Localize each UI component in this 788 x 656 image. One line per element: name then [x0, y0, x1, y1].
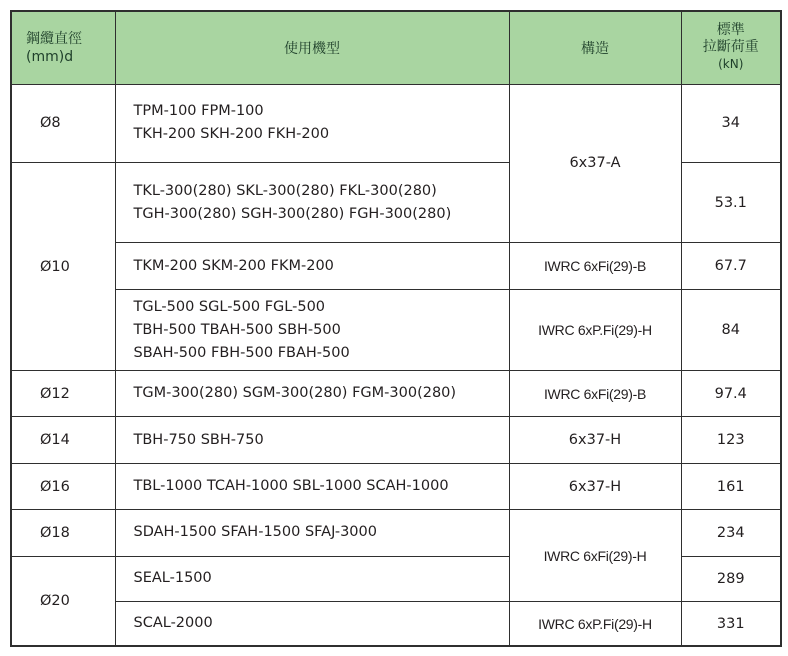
- diameter-cell: Ø8: [11, 84, 115, 163]
- load-cell: 34: [681, 84, 781, 163]
- table-row: [11, 463, 781, 509]
- construction-cell: 6x37-H: [509, 463, 681, 509]
- construction-cell: IWRC 6xFi(29)-H: [509, 510, 681, 602]
- diameter-cell: Ø18: [11, 510, 115, 556]
- models-cell: [115, 602, 509, 646]
- header-load-unit: (kN): [718, 57, 744, 72]
- models-cell: [115, 463, 509, 509]
- model-line: TKM-200 SKM-200 FKM-200: [133, 257, 334, 274]
- wire-rope-spec-table: [10, 10, 782, 647]
- models-cell: [115, 84, 509, 163]
- header-row: [11, 11, 781, 84]
- models-cell: [115, 556, 509, 601]
- construction-cell: 6x37-H: [509, 417, 681, 463]
- model-line: TKL-300(280) SKL-300(280) FKL-300(280): [133, 182, 437, 199]
- load-cell: 67.7: [681, 242, 781, 289]
- table-row: [11, 510, 781, 556]
- model-line: SEAL-1500: [133, 570, 212, 587]
- model-line: TPM-100 FPM-100: [133, 103, 264, 120]
- header-construction: 構造: [509, 11, 681, 84]
- diameter-cell: Ø20: [11, 556, 115, 646]
- load-cell: 161: [681, 463, 781, 509]
- diameter-cell: Ø16: [11, 463, 115, 509]
- table-row: [11, 242, 781, 289]
- models-cell: [115, 417, 509, 463]
- table-row: [11, 602, 781, 646]
- load-cell: 97.4: [681, 371, 781, 417]
- header-load-line1: 標準: [716, 22, 745, 39]
- models-cell: [115, 510, 509, 556]
- model-line: TBL-1000 TCAH-1000 SBL-1000 SCAH-1000: [133, 478, 449, 495]
- diameter-cell: Ø10: [11, 163, 115, 371]
- model-line: SDAH-1500 SFAH-1500 SFAJ-3000: [133, 524, 377, 541]
- table-row: [11, 84, 781, 163]
- header-load-line2: 拉斷荷重: [702, 39, 759, 56]
- models-cell: [115, 242, 509, 289]
- model-line: TKH-200 SKH-200 FKH-200: [133, 126, 330, 143]
- header-load: [681, 11, 781, 84]
- model-line: TBH-500 TBAH-500 SBH-500: [133, 321, 341, 338]
- load-cell: 123: [681, 417, 781, 463]
- diameter-cell: Ø12: [11, 371, 115, 417]
- model-line: SBAH-500 FBH-500 FBAH-500: [133, 344, 350, 361]
- table-row: [11, 290, 781, 371]
- model-line: SCAL-2000: [133, 615, 213, 632]
- load-cell: 84: [681, 290, 781, 371]
- diameter-cell: Ø14: [11, 417, 115, 463]
- model-line: TGM-300(280) SGM-300(280) FGM-300(280): [133, 385, 457, 402]
- header-diameter: [11, 11, 115, 84]
- table-row: [11, 371, 781, 417]
- model-line: TGH-300(280) SGH-300(280) FGH-300(280): [133, 205, 452, 222]
- load-cell: 331: [681, 602, 781, 646]
- table-row: [11, 417, 781, 463]
- header-diameter-line2: (mm)d: [26, 48, 74, 65]
- construction-cell: IWRC 6xFi(29)-B: [509, 242, 681, 289]
- header-diameter-line1: 鋼纜直徑: [26, 30, 82, 47]
- load-cell: 53.1: [681, 163, 781, 243]
- construction-cell: IWRC 6xP.Fi(29)-H: [509, 602, 681, 646]
- models-cell: [115, 371, 509, 417]
- load-cell: 234: [681, 510, 781, 556]
- load-cell: 289: [681, 556, 781, 601]
- construction-cell: 6x37-A: [509, 84, 681, 242]
- models-cell: [115, 163, 509, 243]
- model-line: TGL-500 SGL-500 FGL-500: [133, 298, 326, 315]
- construction-cell: IWRC 6xFi(29)-B: [509, 371, 681, 417]
- construction-cell: IWRC 6xP.Fi(29)-H: [509, 290, 681, 371]
- header-models: 使用機型: [115, 11, 509, 84]
- models-cell: [115, 290, 509, 371]
- model-line: TBH-750 SBH-750: [133, 431, 264, 448]
